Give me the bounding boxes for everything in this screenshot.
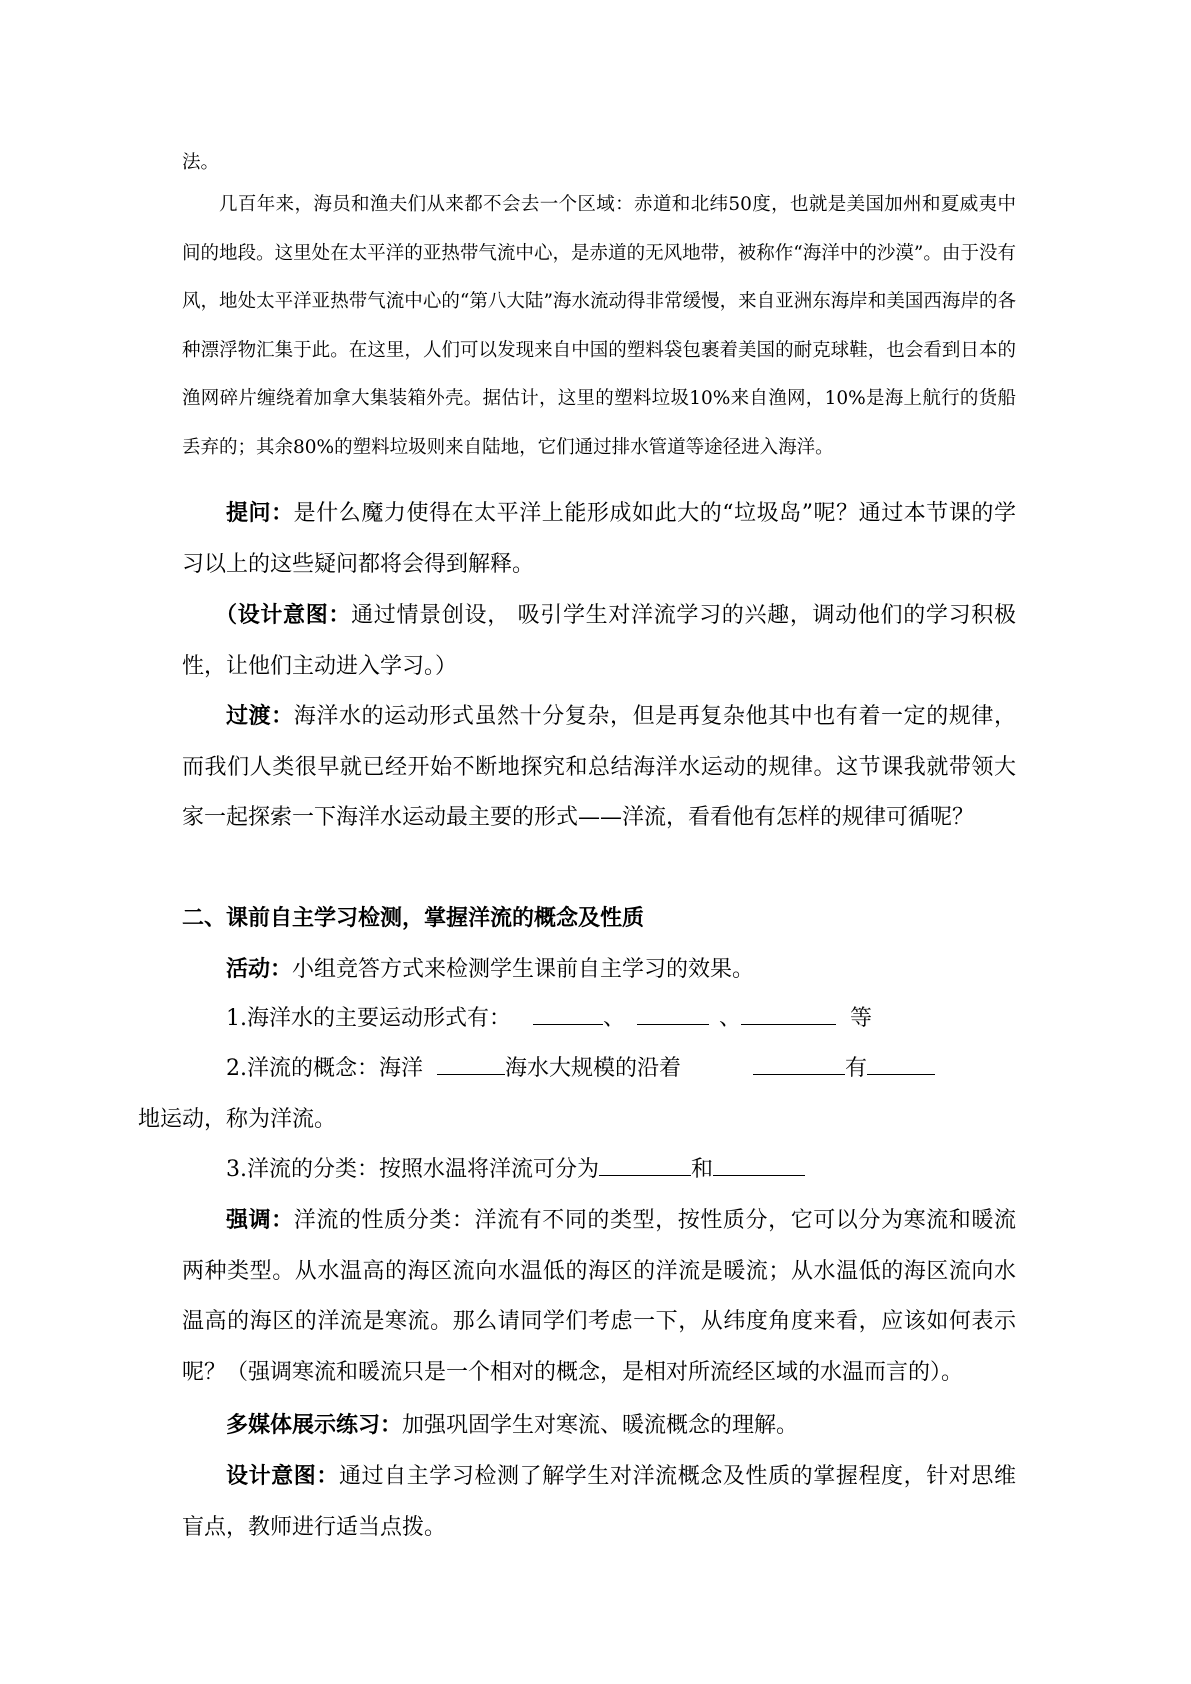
transition-label: 过渡： bbox=[226, 703, 294, 729]
emphasis-text: 洋流的性质分类：洋流有不同的类型，按性质分，它可以分为寒流和暖流两种类型。从水温高的海区流向水温低的海区的洋流是暖流；从水温低的海区流向水温高的海区的洋流是寒流。那么请同学们考虑一下，从纬度角度来看，应该如何表示呢？（强调寒流和暖流只是一个相对的概念，是相对所流经区域的水温而言的）。 bbox=[182, 1208, 1016, 1385]
paragraph-design-intent bbox=[182, 590, 1016, 692]
open-paren: （ bbox=[215, 602, 238, 628]
transition-text: 海洋水的运动形式虽然十分复杂，但是再复杂他其中也有着一定的规律，而我们人类很早就已经开始不断地探究和总结海洋水运动的规律。这节课我就带领大家一起探索一下海洋水运动最主要的形式——洋流，看看他有怎样的规律可循呢？ bbox=[182, 704, 1016, 831]
quiz-1-prefix: 1.海洋水的主要运动形式有： bbox=[226, 1006, 511, 1031]
multimedia-label: 多媒体展示练习： bbox=[226, 1412, 403, 1438]
quiz-item-1 bbox=[182, 994, 1016, 1045]
paragraph-transition bbox=[182, 691, 1016, 844]
quiz-2-mid2: 有 bbox=[845, 1056, 868, 1081]
quiz-1-sep1: 、 bbox=[603, 1006, 626, 1031]
blank-3b[interactable] bbox=[713, 1152, 805, 1176]
question-text: 是什么魔力使得在太平洋上能形成如此大的“垃圾岛”呢？通过本节课的学习以上的这些疑问都将会得到解释。 bbox=[182, 501, 1016, 577]
paragraph-text: 法。 bbox=[182, 152, 220, 173]
design-intent-2-label: 设计意图： bbox=[226, 1463, 339, 1489]
blank-1b[interactable] bbox=[637, 1001, 709, 1025]
quiz-3-prefix: 3.洋流的分类：按照水温将洋流可分为 bbox=[226, 1157, 599, 1182]
blank-1a[interactable] bbox=[533, 1001, 603, 1025]
section-heading: 二、课前自主学习检测，掌握洋流的概念及性质 bbox=[182, 905, 645, 931]
quiz-3-mid: 和 bbox=[691, 1157, 714, 1182]
paragraph-text: 几百年来，海员和渔夫们从来都不会去一个区域：赤道和北纬50度，也就是美国加州和夏威夷中间的地段。这里处在太平洋的亚热带气流中心，是赤道的无风地带，被称作“海洋中的沙漠”。由于没有风，地处太平洋亚热带气流中心的“第八大陆”海水流动得非常缓慢，来自亚洲东海岸和美国西海岸的各种漂浮物汇集于此。在这里，人们可以发现来自中国的塑料袋包裹着美国的耐克球鞋，也会看到日本的渔网碎片缠绕着加拿大集装箱外壳。据估计，这里的塑料垃圾10%来自渔网，10%是海上航行的货船丢弃的；其余80%的塑料垃圾则来自陆地，它们通过排水管道等途径进入海洋。 bbox=[182, 194, 1016, 458]
quiz-item-3 bbox=[182, 1145, 1016, 1196]
paragraph-activity bbox=[182, 944, 1016, 996]
quiz-1-sep2: 、 bbox=[719, 1006, 742, 1031]
quiz-1-suffix: 等 bbox=[850, 1006, 873, 1031]
emphasis-label: 强调： bbox=[226, 1207, 294, 1233]
blank-3a[interactable] bbox=[599, 1152, 691, 1176]
paragraph-multimedia bbox=[182, 1400, 1016, 1452]
design-intent-label: 设计意图： bbox=[237, 602, 352, 628]
multimedia-text: 加强巩固学生对寒流、暖流概念的理解。 bbox=[402, 1413, 799, 1438]
paragraph-emphasis bbox=[182, 1195, 1016, 1398]
paragraph-design-intent-2 bbox=[182, 1451, 1016, 1553]
quiz-2-prefix: 2.洋流的概念：海洋 bbox=[226, 1056, 423, 1081]
blank-2b[interactable] bbox=[753, 1051, 845, 1075]
question-label: 提问： bbox=[226, 500, 294, 526]
quiz-2-mid: 海水大规模的沿着 bbox=[505, 1056, 682, 1081]
design-intent-text: 通过情景创设， 吸引学生对洋流学习的兴趣，调动他们的学习积极性，让他们主动进入学习。） bbox=[182, 603, 1016, 679]
blank-2c[interactable] bbox=[867, 1051, 935, 1075]
paragraph-question bbox=[182, 488, 1016, 590]
quiz-item-2 bbox=[138, 1044, 1016, 1145]
activity-text: 小组竞答方式来检测学生课前自主学习的效果。 bbox=[292, 957, 755, 982]
blank-2a[interactable] bbox=[437, 1051, 505, 1075]
quiz-2-suffix: 地运动，称为洋流。 bbox=[138, 1106, 337, 1132]
blank-1c[interactable] bbox=[741, 1001, 836, 1025]
design-intent-2-text: 通过自主学习检测了解学生对洋流概念及性质的掌握程度，针对思维盲点，教师进行适当点拨。 bbox=[182, 1464, 1016, 1540]
activity-label: 活动： bbox=[226, 956, 293, 982]
paragraph-story bbox=[182, 181, 1016, 473]
